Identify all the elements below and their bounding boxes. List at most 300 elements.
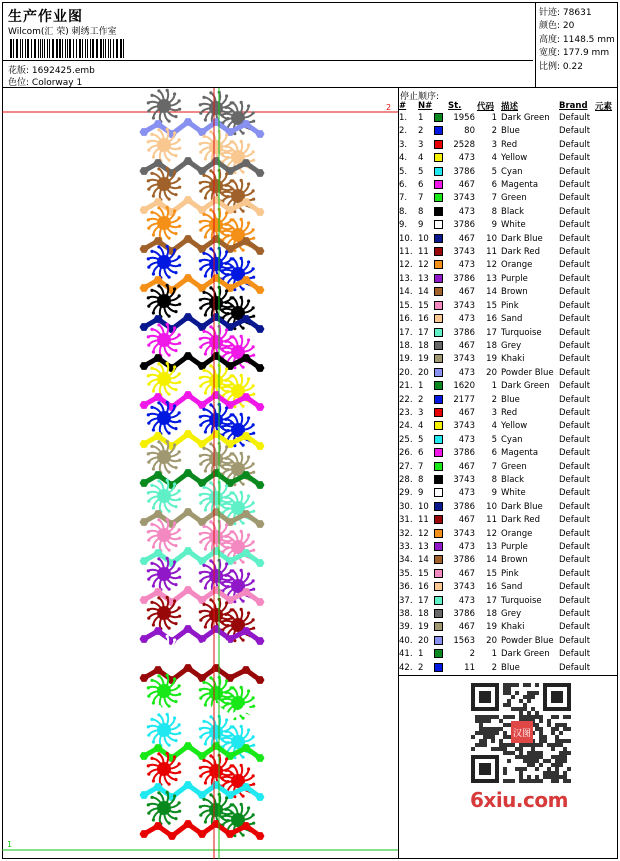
row-brand: Default	[559, 166, 591, 177]
color-swatch	[434, 126, 443, 135]
color-swatch	[434, 636, 443, 645]
row-code: 1	[491, 381, 497, 392]
row-brand: Default	[559, 273, 591, 284]
design-preview[interactable]	[2, 88, 399, 859]
table-row	[399, 233, 612, 246]
studio-name: Wilcom(汇 荣) 刺绣工作室	[8, 27, 117, 37]
color-swatch	[434, 515, 443, 524]
row-description: Dark Green	[501, 381, 550, 392]
row-index: 27.	[399, 461, 413, 472]
header-panel	[2, 2, 536, 88]
row-brand: Default	[559, 354, 591, 365]
table-row	[399, 139, 612, 152]
row-brand: Default	[559, 528, 591, 539]
row-code: 15	[486, 300, 497, 311]
flower-motif	[147, 635, 182, 670]
row-code: 3	[491, 407, 497, 418]
row-brand: Default	[559, 407, 591, 418]
color-swatch	[434, 354, 443, 363]
row-code: 19	[486, 622, 497, 633]
row-index: 10.	[399, 233, 413, 244]
header-divider	[2, 60, 533, 61]
color-swatch	[434, 395, 443, 404]
row-brand: Default	[559, 515, 591, 526]
row-needle: 11	[418, 515, 429, 526]
row-needle: 15	[418, 300, 429, 311]
row-description: Powder Blue	[501, 635, 554, 646]
row-needle: 13	[418, 273, 429, 284]
table-row	[399, 273, 612, 286]
row-brand: Default	[559, 233, 591, 244]
flower-motif	[147, 713, 182, 748]
row-needle: 18	[418, 609, 429, 620]
color-swatch	[434, 220, 443, 229]
col-element: 元素	[595, 102, 613, 112]
row-stitches: 3743	[453, 247, 475, 258]
color-swatch	[434, 274, 443, 283]
row-needle: 19	[418, 622, 429, 633]
table-row	[399, 541, 612, 554]
table-row	[399, 192, 612, 205]
row-index: 3.	[399, 139, 408, 150]
row-brand: Default	[559, 247, 591, 258]
row-description: Dark Red	[501, 247, 541, 258]
color-swatch	[434, 649, 443, 658]
row-description: Turquoise	[501, 595, 542, 606]
row-stitches: 467	[458, 515, 475, 526]
row-description: Brown	[501, 287, 528, 298]
row-index: 39.	[399, 622, 413, 633]
row-brand: Default	[559, 434, 591, 445]
colorway-label: 色位:	[8, 78, 30, 88]
table-row	[399, 635, 612, 648]
row-code: 1	[491, 113, 497, 123]
row-needle: 6	[418, 180, 424, 191]
row-needle: 17	[418, 595, 429, 606]
color-swatch	[434, 596, 443, 605]
row-description: Grey	[501, 340, 522, 351]
row-brand: Default	[559, 180, 591, 191]
row-index: 23.	[399, 407, 413, 418]
color-swatch	[434, 569, 443, 578]
row-code: 11	[486, 247, 497, 258]
row-needle: 1	[418, 381, 424, 392]
row-stitches: 2	[469, 649, 475, 660]
row-index: 29.	[399, 488, 413, 499]
row-stitches: 473	[458, 488, 475, 499]
row-code: 10	[486, 233, 497, 244]
row-stitches: 1563	[453, 635, 475, 646]
color-swatch	[434, 260, 443, 269]
design-height: 高度: 1148.5 mm	[539, 35, 615, 45]
row-description: Pink	[501, 568, 519, 579]
row-description: Powder Blue	[501, 367, 554, 378]
row-needle: 17	[418, 327, 429, 338]
row-description: Sand	[501, 314, 523, 325]
flower-motif	[147, 791, 182, 826]
row-needle: 2	[418, 662, 424, 673]
table-row	[399, 286, 612, 299]
color-swatch	[434, 180, 443, 189]
table-row	[399, 206, 612, 219]
row-code: 14	[486, 555, 497, 566]
qr-code-icon	[471, 683, 575, 783]
row-description: Dark Red	[501, 515, 541, 526]
table-row	[399, 461, 612, 474]
row-stitches: 11	[464, 662, 475, 673]
row-brand: Default	[559, 314, 591, 325]
table-row	[399, 367, 612, 380]
row-stitches: 3743	[453, 193, 475, 204]
row-code: 2	[491, 126, 497, 137]
stats-panel	[536, 2, 618, 88]
row-needle: 12	[418, 260, 429, 271]
start-marker: 2	[386, 103, 392, 112]
row-description: Orange	[501, 528, 533, 539]
row-brand: Default	[559, 139, 591, 150]
row-stitches: 467	[458, 180, 475, 191]
row-needle: 1	[418, 649, 424, 660]
row-code: 3	[491, 139, 497, 150]
row-stitches: 1620	[453, 381, 475, 392]
row-description: Khaki	[501, 622, 525, 633]
color-swatch	[434, 341, 443, 350]
row-code: 5	[491, 434, 497, 445]
row-stitches: 473	[458, 434, 475, 445]
row-needle: 1	[418, 113, 424, 123]
row-description: Black	[501, 474, 524, 485]
row-stitches: 3786	[453, 273, 475, 284]
row-code: 2	[491, 662, 497, 673]
flower-motif	[147, 401, 182, 436]
row-needle: 3	[418, 139, 424, 150]
row-needle: 14	[418, 287, 429, 298]
row-brand: Default	[559, 381, 591, 392]
row-description: Purple	[501, 273, 528, 284]
design-width: 宽度: 177.9 mm	[539, 48, 610, 58]
row-code: 19	[486, 354, 497, 365]
table-row	[399, 219, 612, 232]
row-description: Cyan	[501, 434, 523, 445]
table-row	[399, 166, 612, 179]
row-stitches: 3786	[453, 448, 475, 459]
row-stitches: 473	[458, 314, 475, 325]
col-code: 代码	[477, 102, 495, 112]
design-scale: 比例: 0.22	[539, 62, 583, 72]
row-index: 35.	[399, 568, 413, 579]
row-brand: Default	[559, 287, 591, 298]
row-needle: 15	[418, 568, 429, 579]
color-swatch	[434, 622, 443, 631]
row-stitches: 467	[458, 568, 475, 579]
row-brand: Default	[559, 622, 591, 633]
row-description: Dark Blue	[501, 501, 543, 512]
row-description: Green	[501, 193, 527, 204]
table-row	[399, 380, 612, 393]
color-swatch	[434, 287, 443, 296]
row-needle: 9	[418, 220, 424, 231]
color-swatch	[434, 421, 443, 430]
row-index: 19.	[399, 354, 413, 365]
row-index: 13.	[399, 273, 413, 284]
row-index: 8.	[399, 206, 408, 217]
row-stitches: 467	[458, 340, 475, 351]
row-description: Red	[501, 407, 518, 418]
color-swatch	[434, 247, 443, 256]
row-brand: Default	[559, 206, 591, 217]
col-needle: N#	[418, 101, 433, 111]
color-swatch	[434, 140, 443, 149]
row-brand: Default	[559, 327, 591, 338]
chain-motif	[140, 664, 265, 684]
table-row	[399, 125, 612, 138]
table-row	[399, 259, 612, 272]
row-brand: Default	[559, 555, 591, 566]
row-brand: Default	[559, 367, 591, 378]
row-index: 31.	[399, 515, 413, 526]
color-swatch	[434, 381, 443, 390]
row-needle: 2	[418, 126, 424, 137]
flower-motif	[147, 479, 182, 514]
table-row	[399, 434, 612, 447]
row-needle: 2	[418, 394, 424, 405]
color-swatch	[434, 234, 443, 243]
row-code: 17	[486, 327, 497, 338]
color-swatch	[434, 408, 443, 417]
row-index: 30.	[399, 501, 413, 512]
row-code: 1	[491, 649, 497, 660]
table-row	[399, 179, 612, 192]
flower-motif	[147, 245, 182, 280]
row-code: 13	[486, 273, 497, 284]
row-index: 34.	[399, 555, 413, 566]
color-swatch	[434, 368, 443, 377]
flower-motif	[147, 167, 182, 202]
row-brand: Default	[559, 153, 591, 164]
color-swatch	[434, 207, 443, 216]
row-stitches: 3786	[453, 166, 475, 177]
row-stitches: 473	[458, 206, 475, 217]
table-row	[399, 394, 612, 407]
row-brand: Default	[559, 582, 591, 593]
table-row	[399, 528, 612, 541]
row-index: 20.	[399, 367, 413, 378]
row-stitches: 3743	[453, 474, 475, 485]
row-needle: 8	[418, 474, 424, 485]
stitch-count: 针迹: 78631	[539, 8, 592, 18]
table-row	[399, 313, 612, 326]
col-description: 描述	[501, 102, 519, 112]
row-index: 7.	[399, 193, 408, 204]
table-row	[399, 112, 612, 125]
flower-motif	[147, 518, 182, 553]
color-swatch	[434, 488, 443, 497]
color-swatch	[434, 529, 443, 538]
row-description: Sand	[501, 582, 523, 593]
row-brand: Default	[559, 609, 591, 620]
row-index: 4.	[399, 153, 408, 164]
row-index: 32.	[399, 528, 413, 539]
row-brand: Default	[559, 220, 591, 231]
row-brand: Default	[559, 488, 591, 499]
row-description: Dark Blue	[501, 233, 543, 244]
row-stitches: 467	[458, 287, 475, 298]
row-index: 11.	[399, 247, 413, 258]
row-code: 8	[491, 474, 497, 485]
row-index: 6.	[399, 180, 408, 191]
row-description: Orange	[501, 260, 533, 271]
table-row	[399, 514, 612, 527]
row-stitches: 3786	[453, 555, 475, 566]
row-stitches: 3786	[453, 327, 475, 338]
col-stitches: St.	[448, 101, 462, 111]
row-code: 13	[486, 542, 497, 552]
row-needle: 14	[418, 555, 429, 566]
row-index: 15.	[399, 300, 413, 311]
color-swatch	[434, 435, 443, 444]
row-needle: 7	[418, 193, 424, 204]
row-stitches: 3743	[453, 582, 475, 593]
color-swatch	[434, 582, 443, 591]
row-code: 11	[486, 515, 497, 526]
flower-motif	[147, 89, 182, 124]
table-divider	[399, 675, 618, 676]
row-stitches: 467	[458, 461, 475, 472]
row-stitches: 3786	[453, 501, 475, 512]
row-index: 18.	[399, 340, 413, 351]
row-description: Blue	[501, 394, 520, 405]
row-brand: Default	[559, 461, 591, 472]
table-row	[399, 300, 612, 313]
row-needle: 16	[418, 314, 429, 325]
table-row	[399, 648, 612, 661]
row-index: 37.	[399, 595, 413, 606]
row-description: Blue	[501, 126, 520, 137]
row-description: Khaki	[501, 354, 525, 365]
row-brand: Default	[559, 635, 591, 646]
row-brand: Default	[559, 340, 591, 351]
col-swatch	[434, 100, 448, 112]
row-index: 16.	[399, 314, 413, 325]
row-brand: Default	[559, 448, 591, 459]
row-brand: Default	[559, 193, 591, 204]
row-description: Black	[501, 206, 524, 217]
row-code: 8	[491, 206, 497, 217]
table-row	[399, 152, 612, 165]
row-description: White	[501, 488, 526, 499]
row-needle: 7	[418, 461, 424, 472]
row-code: 18	[486, 340, 497, 351]
row-needle: 4	[418, 153, 424, 164]
row-index: 1.	[399, 113, 408, 123]
table-row	[399, 353, 612, 366]
row-needle: 19	[418, 354, 429, 365]
row-code: 20	[486, 367, 497, 378]
color-swatch	[434, 663, 443, 672]
row-code: 17	[486, 595, 497, 606]
flower-motif	[147, 674, 182, 709]
row-index: 36.	[399, 582, 413, 593]
color-swatch	[434, 502, 443, 511]
row-needle: 3	[418, 407, 424, 418]
color-swatch	[434, 153, 443, 162]
row-code: 16	[486, 314, 497, 325]
table-row	[399, 327, 612, 340]
color-swatch	[434, 301, 443, 310]
row-description: Magenta	[501, 448, 539, 459]
flower-motif	[147, 206, 182, 241]
row-code: 9	[491, 488, 497, 499]
color-swatch	[434, 193, 443, 202]
row-needle: 10	[418, 501, 429, 512]
row-index: 17.	[399, 327, 413, 338]
flower-motif	[147, 284, 182, 319]
row-code: 6	[491, 448, 497, 459]
row-stitches: 2528	[453, 139, 475, 150]
color-swatch	[434, 448, 443, 457]
row-description: Dark Green	[501, 113, 550, 123]
row-index: 2.	[399, 126, 408, 137]
row-description: Grey	[501, 609, 522, 620]
row-brand: Default	[559, 542, 591, 552]
col-brand: Brand	[559, 101, 588, 111]
design-motifs	[140, 89, 265, 840]
row-needle: 11	[418, 247, 429, 258]
table-row	[399, 420, 612, 433]
color-swatch	[434, 462, 443, 471]
row-index: 9.	[399, 220, 408, 231]
flower-motif	[147, 362, 182, 397]
color-swatch	[434, 555, 443, 564]
row-code: 18	[486, 609, 497, 620]
row-code: 2	[491, 394, 497, 405]
row-description: Yellow	[501, 153, 528, 164]
row-stitches: 467	[458, 233, 475, 244]
row-stitches: 467	[458, 622, 475, 633]
row-index: 40.	[399, 635, 413, 646]
row-index: 21.	[399, 381, 413, 392]
row-description: Blue	[501, 662, 520, 673]
row-stitches: 3786	[453, 609, 475, 620]
color-count: 颜色: 20	[539, 21, 575, 31]
flower-motif	[147, 128, 182, 163]
color-swatch	[434, 328, 443, 337]
color-table	[399, 100, 612, 675]
row-index: 26.	[399, 448, 413, 459]
row-needle: 20	[418, 635, 429, 646]
row-brand: Default	[559, 260, 591, 271]
table-row	[399, 447, 612, 460]
row-brand: Default	[559, 568, 591, 579]
row-code: 9	[491, 220, 497, 231]
colorway-line	[8, 75, 82, 88]
row-brand: Default	[559, 126, 591, 137]
row-code: 4	[491, 153, 497, 164]
row-stitches: 2177	[453, 394, 475, 405]
row-brand: Default	[559, 649, 591, 660]
row-stitches: 473	[458, 542, 475, 552]
table-row	[399, 595, 612, 608]
table-row	[399, 340, 612, 353]
svg-text:汉图: 汉图	[512, 729, 532, 739]
row-code: 7	[491, 461, 497, 472]
end-marker: 1	[7, 840, 13, 849]
row-stitches: 80	[464, 126, 475, 137]
row-index: 5.	[399, 166, 408, 177]
row-index: 25.	[399, 434, 413, 445]
row-stitches: 467	[458, 407, 475, 418]
row-needle: 6	[418, 448, 424, 459]
